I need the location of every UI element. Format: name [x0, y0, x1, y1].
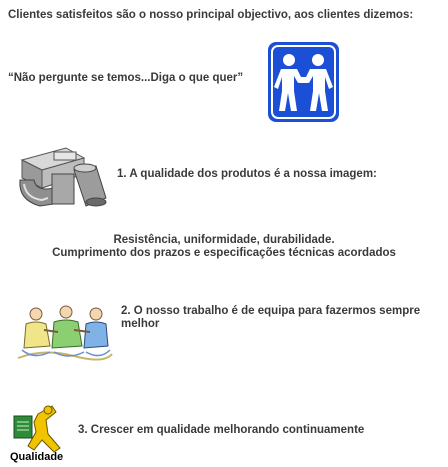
quality-logo-icon [8, 404, 74, 454]
point-1-text: 1. A qualidade dos produtos é a nossa imagem: [117, 168, 377, 180]
point-2-line-2: melhor [121, 318, 160, 330]
point-2-line-1: 2. O nosso trabalho é de equipa para fazermos sempre [121, 305, 421, 317]
quality-line-1: Resistência, uniformidade, durabilidade. [113, 234, 335, 246]
quality-logo-text: Qualidade [10, 451, 64, 463]
point-3-text: 3. Crescer em qualidade melhorando continuamente [78, 424, 365, 436]
quality-line-2: Cumprimento dos prazos e especificações técnicas acordados [52, 247, 396, 259]
intro-text: Clientes satisfeitos são o nosso principal objectivo, aos clientes dizemos: [8, 9, 414, 21]
handshake-sign-icon [267, 41, 340, 123]
motto-text: “Não pergunte se temos...Diga o que quer” [8, 72, 244, 84]
team-people-icon [14, 300, 114, 365]
metal-parts-icon [14, 140, 109, 215]
